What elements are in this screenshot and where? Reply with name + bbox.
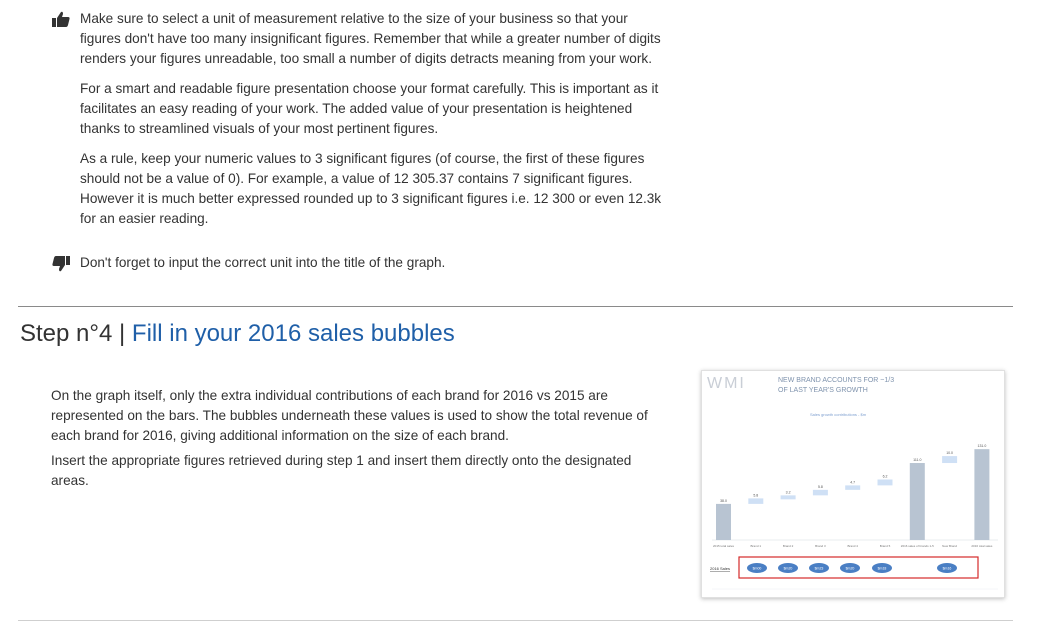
- bar: [716, 504, 731, 540]
- bar: [878, 479, 893, 485]
- section-divider: [18, 306, 1013, 307]
- slide-title-line2: OF LAST YEAR'S GROWTH: [778, 387, 868, 394]
- bar: [942, 456, 957, 463]
- category-label: New Brand: [942, 544, 958, 548]
- bar: [813, 490, 828, 496]
- thumbs-down-icon: [52, 256, 70, 272]
- tip-paragraph: Make sure to select a unit of measurement relative to the size of your business so that your figures don't have too many insignificant figures. Remember that while a greater number of digits renders your figures unreadable, too small a number of digits detracts meaning from your work.: [80, 11, 661, 66]
- page-title: [20, 320, 455, 348]
- description-paragraph: On the graph itself, only the extra individual contributions of each brand for 2016 vs 2015 are represented on the bars. The bubbles underneath these values is used to show the total revenue of each brand for 2016, giving additional information on the size of each brand.: [51, 388, 648, 443]
- bubble-label: $m20: [783, 566, 793, 571]
- step-number: Step n°4 |: [20, 320, 132, 347]
- bar-value-label: 6.2: [882, 474, 888, 479]
- example-slide-image: [701, 370, 1005, 598]
- bar-value-label: 10.0: [946, 451, 954, 456]
- bubbles-group: [747, 563, 957, 573]
- step-title-text: Fill in your 2016 sales bubbles: [131, 320, 455, 347]
- bar: [974, 449, 989, 540]
- bar-value-label: 5.8: [753, 493, 759, 498]
- slide-subtitle: Sales growth contributions - $m: [810, 412, 867, 417]
- category-label: Brand 2: [782, 544, 794, 548]
- category-label: Brand 1: [750, 544, 762, 548]
- bubble-label: $m20: [845, 566, 855, 571]
- bar-value-label: 3.2: [785, 490, 791, 495]
- row-label: 2016 Sales: [710, 566, 731, 571]
- bar-value-label: 5.8: [817, 484, 823, 489]
- category-label: 2016 total sales: [971, 544, 993, 548]
- bubble-label: $m23: [814, 566, 824, 571]
- bars-group: [713, 444, 993, 548]
- tip-paragraph: Don't forget to input the correct unit into the title of the graph.: [80, 255, 446, 270]
- slide-logo: WMI: [707, 375, 746, 392]
- tip-thumbs-down: [52, 253, 662, 283]
- tip-paragraph: As a rule, keep your numeric values to 3 significant figures (of course, the first of these figures should not be a value of 0). For example, a value of 12 305.37 contains 7 significant figures. However it is much better expressed rounded up to 3 significant figures i.e. 12 300 or even 12.3k for an easier reading.: [80, 151, 662, 226]
- bubble-label: $m18: [877, 566, 887, 571]
- description-paragraph: Insert the appropriate figures retrieved during step 1 and insert them directly onto the designated areas.: [51, 453, 632, 488]
- category-label: Brand 3: [815, 544, 826, 548]
- category-label: Brand 4: [847, 544, 858, 548]
- bar: [748, 498, 763, 504]
- tip-thumbs-up: [52, 9, 662, 239]
- category-label: 2015 total sales: [712, 544, 735, 548]
- bottom-divider: [18, 620, 1013, 621]
- step-description: [51, 386, 661, 496]
- bubble-label: $m16: [942, 566, 952, 571]
- tip-paragraph: For a smart and readable figure presentation choose your format carefully. This is important as it facilitates an easy reading of your work. The added value of your presentation is heightened thanks to streamlined visuals of your most pertinent figures.: [80, 81, 659, 136]
- bar-value-label: 111.0: [913, 458, 922, 463]
- thumbs-up-icon: [52, 11, 70, 27]
- bar: [910, 463, 925, 540]
- bar: [845, 485, 860, 489]
- bar: [781, 495, 796, 499]
- bar-value-label: 131.0: [977, 444, 987, 449]
- bar-value-label: 4.7: [850, 480, 856, 485]
- category-label: 2016 sales of brands 1-5: [900, 544, 934, 548]
- bubble-label: $m00: [752, 566, 762, 571]
- category-label: Brand 5: [879, 544, 891, 548]
- slide-title-line1: NEW BRAND ACCOUNTS FOR ~1/3: [778, 377, 895, 384]
- bar-value-label: 38.0: [720, 498, 727, 503]
